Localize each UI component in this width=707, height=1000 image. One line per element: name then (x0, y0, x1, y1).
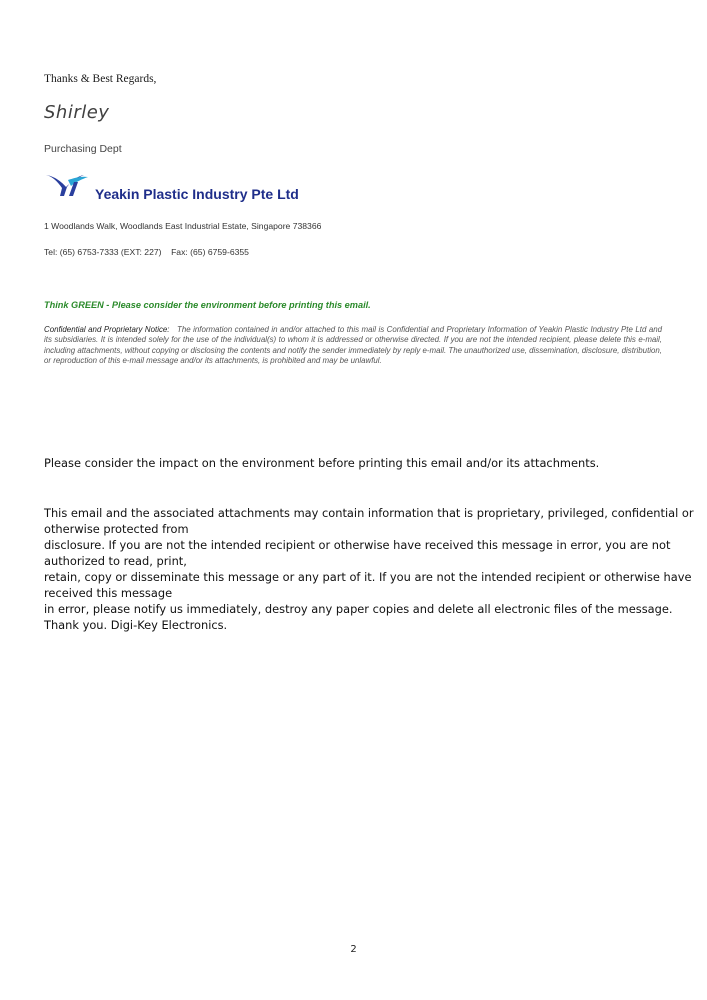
confidential-body: The information contained in and/or attached to this mail is Confidential and Proprietary Information of Yeakin Plastic Industry Pte Ltd and its subsidiaries. It is intended solely for the use of the individual(s) to whom it is addressed or otherwise directed. If you are not the intended recipient, please delete this e-mail, including attachments, without copying or disclosing the contents and notify the sender immediately by reply e-mail. The unauthorized use, dissemination, disclosure, distribution, or reproduction of this e-mail message and/or its attachments, is prohibited and may be unlawful. (44, 325, 663, 366)
signature: Shirley (44, 102, 110, 123)
email-disclaimer (44, 505, 694, 633)
disclaimer-line: otherwise protected from (44, 522, 189, 536)
environment-notice: Please consider the impact on the environment before printing this email and/or its attachments. (44, 456, 600, 470)
confidential-heading: Confidential and Proprietary Notice: (44, 325, 170, 334)
confidential-notice (44, 325, 662, 367)
disclaimer-line: Thank you. Digi-Key Electronics. (44, 618, 228, 632)
company-address: 1 Woodlands Walk, Woodlands East Industrial Estate, Singapore 738366 (44, 221, 322, 231)
disclaimer-line: retain, copy or disseminate this message or any part of it. If you are not the intended recipient or otherwise have (44, 570, 692, 584)
disclaimer-line: received this message (44, 586, 173, 600)
company-name: Yeakin Plastic Industry Pte Ltd (95, 186, 299, 202)
yeakin-logo-icon (44, 172, 90, 198)
closing-line: Thanks & Best Regards, (44, 73, 157, 85)
disclaimer-line: disclosure. If you are not the intended recipient or otherwise have received this message in error, you are not (44, 538, 671, 552)
disclaimer-line: authorized to read, print, (44, 554, 187, 568)
think-green-notice: Think GREEN - Please consider the environment before printing this email. (44, 300, 371, 310)
page-number: 2 (350, 944, 357, 955)
contact-numbers: Tel: (65) 6753-7333 (EXT: 227) Fax: (65) 6759-6355 (44, 247, 249, 257)
department: Purchasing Dept (44, 143, 122, 155)
disclaimer-line: This email and the associated attachments may contain information that is proprietary, privileged, confidential or (44, 506, 694, 520)
disclaimer-line: in error, please notify us immediately, destroy any paper copies and delete all electronic files of the message. (44, 602, 673, 616)
